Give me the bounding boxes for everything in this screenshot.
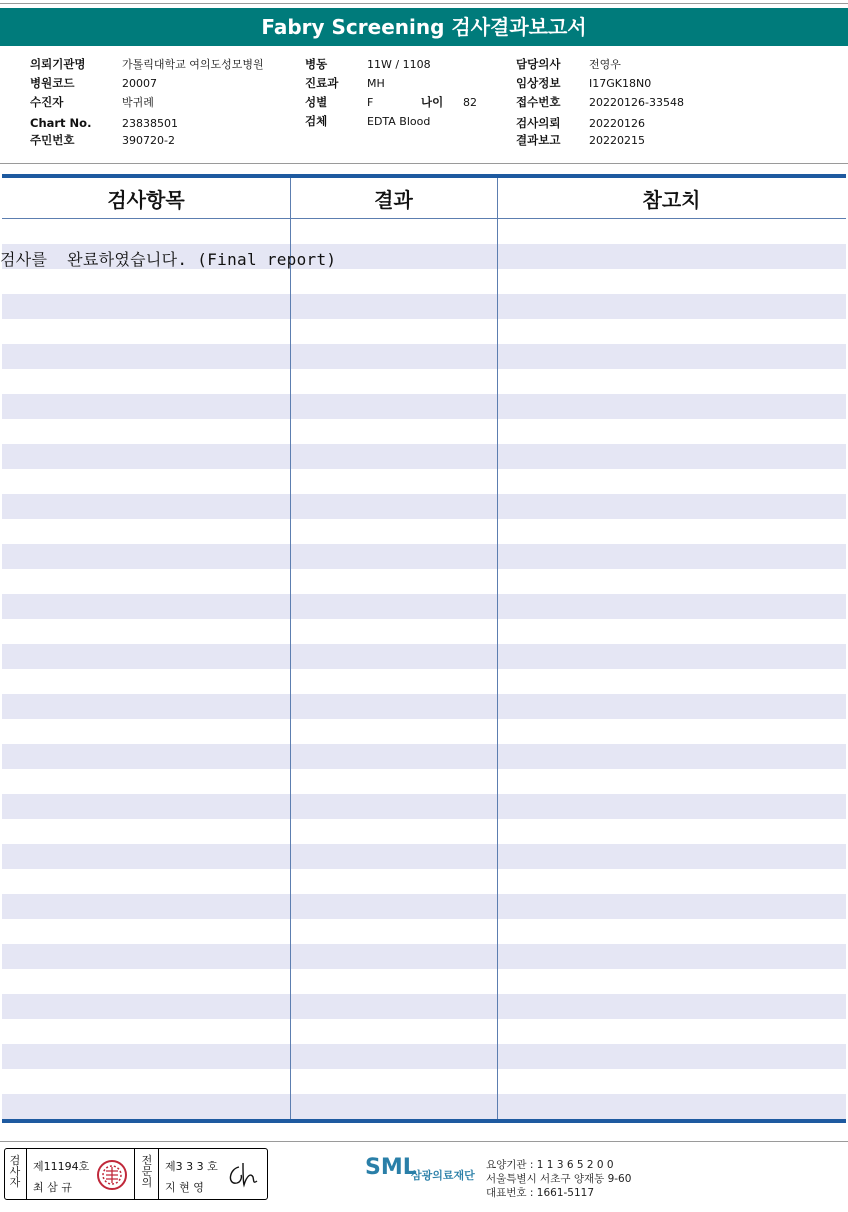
report-date-label: 결과보고 xyxy=(516,133,561,147)
row-stripe xyxy=(2,794,846,819)
row-stripe xyxy=(2,1044,846,1069)
patient-value: 박귀례 xyxy=(122,96,154,109)
age-label: 나이 xyxy=(421,95,444,109)
report-title: Fabry Screening 검사결과보고서 xyxy=(0,8,848,46)
clinical-value: I17GK18N0 xyxy=(589,77,652,90)
patient-label: 수진자 xyxy=(30,95,64,109)
request-date-label: 검사의뢰 xyxy=(516,116,561,130)
ward-label: 병동 xyxy=(305,57,328,71)
doctor-label: 담당의사 xyxy=(516,57,561,71)
ward-value: 11W / 1108 xyxy=(367,58,431,71)
report-date-value: 20220215 xyxy=(589,134,645,147)
dept-label: 진료과 xyxy=(305,76,339,90)
resident-value: 390720-2 xyxy=(122,134,175,147)
hospital-code-label: 병원코드 xyxy=(30,76,75,90)
column-divider xyxy=(497,178,498,1119)
results-table xyxy=(2,174,846,1123)
sex-label: 성별 xyxy=(305,95,328,109)
examiner-cell xyxy=(27,1149,135,1199)
specimen-value: EDTA Blood xyxy=(367,115,431,128)
col-header-result: 결과 xyxy=(290,181,497,219)
receipt-value: 20220126-33548 xyxy=(589,96,684,109)
row-stripe xyxy=(2,544,846,569)
reviewer-signature xyxy=(225,1159,265,1191)
footer-divider xyxy=(0,1141,848,1142)
top-rule xyxy=(0,3,848,4)
sml-logo xyxy=(365,1155,475,1182)
row-stripe xyxy=(2,594,846,619)
address: 서울특별시 서초구 양재동 9-60 xyxy=(486,1173,632,1185)
doctor-value: 전영우 xyxy=(589,58,621,71)
row-stripe xyxy=(2,644,846,669)
row-stripe xyxy=(2,394,846,419)
chart-value: 23838501 xyxy=(122,117,178,130)
row-stripe xyxy=(2,494,846,519)
examiner-seal xyxy=(96,1159,128,1191)
col-header-test-item: 검사항목 xyxy=(2,181,290,219)
sex-value: F xyxy=(367,96,374,109)
reviewer-vertical-label: 전 문 의 xyxy=(141,1154,153,1189)
final-report-row: 검사를 완료하였습니다. (Final report) xyxy=(0,250,337,269)
examiner-license: 제11194호 xyxy=(33,1160,90,1173)
examiner-vertical-label: 검 사 자 xyxy=(9,1154,21,1189)
row-stripe xyxy=(2,444,846,469)
sml-logo-text: SML xyxy=(365,1155,417,1180)
row-stripe xyxy=(2,744,846,769)
reviewer-name: 지 현 영 xyxy=(165,1181,204,1194)
row-stripe xyxy=(2,944,846,969)
institution-value: 가톨릭대학교 여의도성모병원 xyxy=(122,58,264,71)
resident-label: 주민번호 xyxy=(30,133,75,147)
examiner-name: 최 삼 규 xyxy=(33,1181,72,1194)
reviewer-cell xyxy=(159,1149,267,1199)
request-date-value: 20220126 xyxy=(589,117,645,130)
signature-box xyxy=(4,1148,268,1200)
institution-label: 의뢰기관명 xyxy=(30,57,86,71)
dept-value: MH xyxy=(367,77,385,90)
row-stripe xyxy=(2,694,846,719)
examiner-tag-cell xyxy=(5,1149,27,1199)
row-stripe xyxy=(2,844,846,869)
receipt-label: 접수번호 xyxy=(516,95,561,109)
row-stripe xyxy=(2,894,846,919)
foundation-name: 삼광의료재단 xyxy=(411,1169,475,1182)
care-institution-number: 요양기관 : 1 1 3 6 5 2 0 0 xyxy=(486,1159,614,1171)
row-stripe xyxy=(2,994,846,1019)
reviewer-license: 제3 3 3 호 xyxy=(165,1160,218,1173)
chart-label: Chart No. xyxy=(30,116,92,130)
reviewer-tag-cell xyxy=(135,1149,159,1199)
row-stripe xyxy=(2,344,846,369)
hospital-code-value: 20007 xyxy=(122,77,157,90)
clinical-label: 임상정보 xyxy=(516,76,561,90)
row-stripe xyxy=(2,1094,846,1119)
phone-number: 대표번호 : 1661-5117 xyxy=(486,1187,595,1199)
age-value: 82 xyxy=(463,96,477,109)
col-header-reference: 참고치 xyxy=(497,181,846,219)
specimen-label: 검체 xyxy=(305,114,328,128)
row-stripe xyxy=(2,294,846,319)
column-divider xyxy=(290,178,291,1119)
info-divider xyxy=(0,163,848,164)
